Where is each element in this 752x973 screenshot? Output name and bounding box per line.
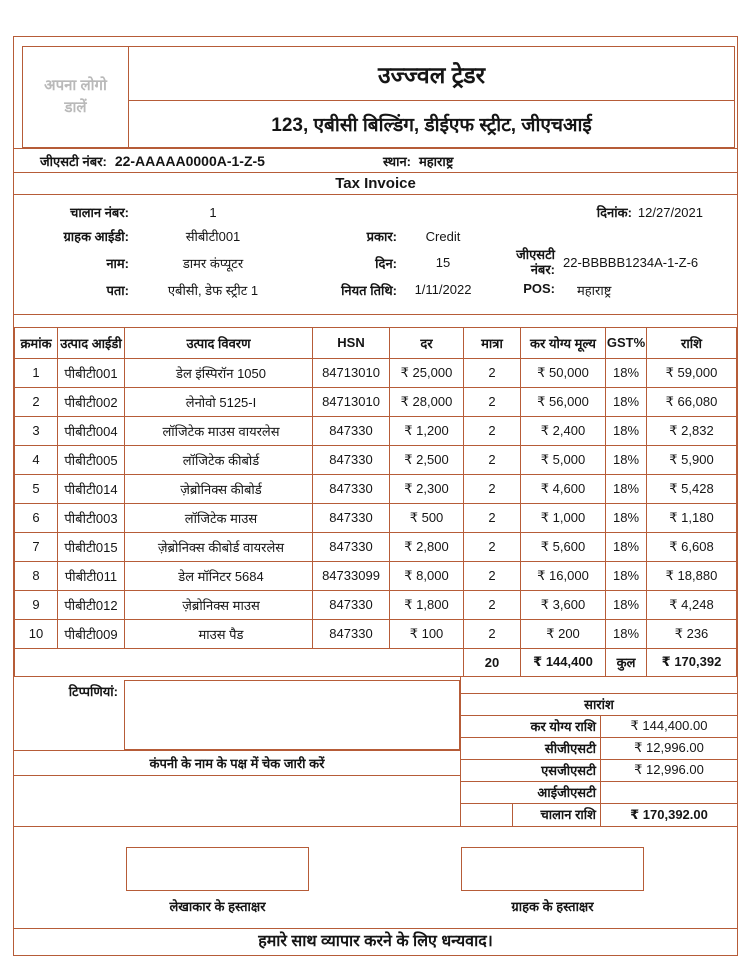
- cell-sno: 6: [15, 503, 58, 532]
- gst-number-value: 22-AAAAA0000A-1-Z-5: [114, 152, 265, 169]
- cell-hsn: 847330: [313, 532, 390, 561]
- cell-taxable: ₹ 56,000: [521, 387, 606, 416]
- cell-product_id: पीबीटी005: [58, 445, 125, 474]
- col-header-description: उत्पाद विवरण: [125, 327, 313, 358]
- cell-taxable: ₹ 5,600: [521, 532, 606, 561]
- summary-title: सारांश: [461, 694, 737, 716]
- cell-description: लॉजिटेक माउस वायरलेस: [125, 416, 313, 445]
- cell-taxable: ₹ 1,000: [521, 503, 606, 532]
- company-header: [129, 46, 735, 148]
- customer-name-value: डामर कंप्यूटर: [182, 255, 244, 271]
- due-date-value: 1/11/2022: [414, 282, 472, 298]
- items-header-row: [15, 327, 737, 358]
- place-label: स्थान:: [382, 153, 411, 169]
- cell-rate: ₹ 2,800: [390, 532, 464, 561]
- date-label: दिनांक:: [596, 205, 632, 220]
- invoice-number-label: चालान नंबर:: [70, 205, 129, 220]
- cell-taxable: ₹ 5,000: [521, 445, 606, 474]
- customer-gst-label: जीएसटी नंबर:: [516, 247, 555, 277]
- cell-description: ज़ेब्रोनिक्स माउस: [125, 590, 313, 619]
- address-value: एबीसी, डेफ स्ट्रीट 1: [167, 282, 259, 298]
- cell-product_id: पीबीटी009: [58, 619, 125, 648]
- cell-taxable: ₹ 4,600: [521, 474, 606, 503]
- igst-label: आईजीएसटी: [461, 782, 601, 803]
- cell-qty: 2: [464, 358, 521, 387]
- taxable-amount-label: कर योग्य राशि: [461, 716, 601, 737]
- cell-taxable: ₹ 16,000: [521, 561, 606, 590]
- thank-you-footer: हमारे साथ व्यापार करने के लिए धन्यवाद।: [14, 928, 737, 955]
- summary-total-lead-cell: [461, 804, 513, 826]
- invoice-sheet: [13, 36, 738, 956]
- cell-qty: 2: [464, 474, 521, 503]
- cell-product_id: पीबीटी011: [58, 561, 125, 590]
- total-qty: 20: [464, 648, 521, 676]
- cell-rate: ₹ 8,000: [390, 561, 464, 590]
- pos-label: POS:: [523, 281, 555, 297]
- due-date-label: नियत तिथि:: [341, 282, 397, 298]
- cell-amount: ₹ 2,832: [647, 416, 737, 445]
- summary-row: [461, 716, 737, 738]
- cell-product_id: पीबीटी003: [58, 503, 125, 532]
- cell-gst: 18%: [606, 503, 647, 532]
- cell-taxable: ₹ 2,400: [521, 416, 606, 445]
- logo-placeholder[interactable]: अपना लोगो डालें: [22, 46, 129, 148]
- cell-rate: ₹ 1,800: [390, 590, 464, 619]
- cell-description: माउस पैड: [125, 619, 313, 648]
- taxable-amount-value: ₹ 144,400.00: [630, 718, 708, 734]
- table-row: [15, 387, 737, 416]
- table-row: [15, 619, 737, 648]
- total-amount: ₹ 170,392: [647, 648, 737, 676]
- cell-amount: ₹ 5,428: [647, 474, 737, 503]
- cell-amount: ₹ 4,248: [647, 590, 737, 619]
- cell-qty: 2: [464, 532, 521, 561]
- total-label: कुल: [606, 648, 647, 676]
- cell-amount: ₹ 1,180: [647, 503, 737, 532]
- cell-amount: ₹ 5,900: [647, 445, 737, 474]
- cell-qty: 2: [464, 445, 521, 474]
- cell-qty: 2: [464, 503, 521, 532]
- total-empty-cell: [15, 648, 464, 676]
- customer-id-value: सीबीटी001: [185, 229, 241, 244]
- notes-box[interactable]: [124, 680, 460, 750]
- table-row: [15, 503, 737, 532]
- days-label: दिन:: [375, 255, 397, 271]
- table-row: [15, 474, 737, 503]
- cell-gst: 18%: [606, 416, 647, 445]
- cell-product_id: पीबीटी004: [58, 416, 125, 445]
- cell-qty: 2: [464, 619, 521, 648]
- total-taxable: ₹ 144,400: [521, 648, 606, 676]
- cell-taxable: ₹ 50,000: [521, 358, 606, 387]
- col-header-taxable: कर योग्य मूल्य: [521, 327, 606, 358]
- notes-label: टिप्पणियां:: [68, 683, 118, 699]
- customer-signature-label: ग्राहक के हस्ताक्षर: [511, 898, 594, 914]
- cell-qty: 2: [464, 387, 521, 416]
- cell-sno: 1: [15, 358, 58, 387]
- company-address: 123, एबीसी बिल्डिंग, डीईएफ स्ट्रीट, जीएचआई: [129, 101, 735, 148]
- cell-hsn: 847330: [313, 503, 390, 532]
- type-label: प्रकार:: [366, 229, 397, 244]
- summary-spacer: [461, 677, 737, 694]
- col-header-rate: दर: [390, 327, 464, 358]
- sgst-value: ₹ 12,996.00: [634, 762, 704, 778]
- cell-gst: 18%: [606, 619, 647, 648]
- cell-sno: 4: [15, 445, 58, 474]
- invoice-amount-label: चालान राशि: [513, 804, 601, 826]
- pos-value: महाराष्ट्र: [577, 282, 612, 298]
- cell-description: लॉजिटेक माउस: [125, 503, 313, 532]
- table-row: [15, 416, 737, 445]
- table-row: [15, 445, 737, 474]
- cell-sno: 9: [15, 590, 58, 619]
- cell-rate: ₹ 1,200: [390, 416, 464, 445]
- company-name: उज्ज्वल ट्रेडर: [129, 46, 735, 101]
- cell-rate: ₹ 25,000: [390, 358, 464, 387]
- invoice-header: [14, 37, 737, 148]
- address-label: पता:: [106, 282, 129, 298]
- cell-gst: 18%: [606, 561, 647, 590]
- cell-gst: 18%: [606, 532, 647, 561]
- cell-gst: 18%: [606, 387, 647, 416]
- cell-taxable: ₹ 3,600: [521, 590, 606, 619]
- cell-rate: ₹ 2,300: [390, 474, 464, 503]
- cheque-note: कंपनी के नाम के पक्ष में चेक जारी करें: [14, 750, 460, 776]
- cell-product_id: पीबीटी002: [58, 387, 125, 416]
- customer-name-label: नाम:: [106, 255, 129, 271]
- cell-rate: ₹ 28,000: [390, 387, 464, 416]
- customer-id-label: ग्राहक आईडी:: [63, 229, 129, 244]
- cell-qty: 2: [464, 590, 521, 619]
- cell-hsn: 847330: [313, 445, 390, 474]
- cell-product_id: पीबीटी014: [58, 474, 125, 503]
- cell-gst: 18%: [606, 590, 647, 619]
- cell-sno: 7: [15, 532, 58, 561]
- cell-hsn: 847330: [313, 474, 390, 503]
- details-row: [14, 248, 737, 278]
- cell-amount: ₹ 236: [647, 619, 737, 648]
- summary-row: [461, 738, 737, 760]
- cell-taxable: ₹ 200: [521, 619, 606, 648]
- summary-table: [460, 677, 737, 826]
- cell-description: ज़ेब्रोनिक्स कीबोर्ड: [125, 474, 313, 503]
- cell-description: डेल इंस्पिरॉन 1050: [125, 358, 313, 387]
- invoice-amount-value: ₹ 170,392.00: [630, 806, 708, 822]
- cell-amount: ₹ 18,880: [647, 561, 737, 590]
- col-header-gst: GST%: [606, 327, 647, 358]
- cell-amount: ₹ 66,080: [647, 387, 737, 416]
- cell-rate: ₹ 2,500: [390, 445, 464, 474]
- cell-sno: 10: [15, 619, 58, 648]
- cell-sno: 2: [15, 387, 58, 416]
- col-header-product_id: उत्पाद आईडी: [58, 327, 125, 358]
- details-row: [14, 278, 737, 302]
- cell-description: ज़ेब्रोनिक्स कीबोर्ड वायरलेस: [125, 532, 313, 561]
- cell-hsn: 84713010: [313, 358, 390, 387]
- cell-hsn: 84733099: [313, 561, 390, 590]
- cell-gst: 18%: [606, 445, 647, 474]
- empty-area: [14, 776, 460, 826]
- cgst-label: सीजीएसटी: [461, 738, 601, 759]
- cell-description: डेल मॉनिटर 5684: [125, 561, 313, 590]
- cell-rate: ₹ 100: [390, 619, 464, 648]
- days-value: 15: [435, 255, 451, 271]
- cell-qty: 2: [464, 561, 521, 590]
- details-row: [14, 224, 737, 248]
- summary-row: [461, 760, 737, 782]
- sgst-label: एसजीएसटी: [461, 760, 601, 781]
- invoice-details: [14, 194, 737, 315]
- table-row: [15, 590, 737, 619]
- items-total-row: [15, 648, 737, 676]
- summary-total-row: [461, 804, 737, 826]
- cell-sno: 3: [15, 416, 58, 445]
- cell-hsn: 847330: [313, 590, 390, 619]
- gst-bar: [14, 148, 737, 172]
- invoice-number-value: 1: [209, 204, 217, 220]
- notes-summary-region: [14, 677, 737, 827]
- cell-gst: 18%: [606, 358, 647, 387]
- cell-qty: 2: [464, 416, 521, 445]
- customer-gst-value: 22-BBBBB1234A-1-Z-6: [563, 255, 699, 271]
- table-row: [15, 358, 737, 387]
- accountant-signature-box[interactable]: [126, 847, 309, 891]
- cell-hsn: 847330: [313, 416, 390, 445]
- date-value: 12/27/2021: [637, 204, 703, 220]
- cell-product_id: पीबीटी001: [58, 358, 125, 387]
- place-value: महाराष्ट्र: [418, 153, 454, 169]
- items-table: [14, 327, 737, 677]
- cgst-value: ₹ 12,996.00: [634, 740, 704, 756]
- col-header-amount: राशि: [647, 327, 737, 358]
- cell-sno: 5: [15, 474, 58, 503]
- document-title: Tax Invoice: [14, 172, 737, 194]
- cell-product_id: पीबीटी015: [58, 532, 125, 561]
- table-row: [15, 561, 737, 590]
- col-header-sno: क्रमांक: [15, 327, 58, 358]
- cell-hsn: 84713010: [313, 387, 390, 416]
- notes-area: [14, 677, 460, 826]
- cell-description: लेनोवो 5125-I: [125, 387, 313, 416]
- cell-hsn: 847330: [313, 619, 390, 648]
- details-row: [14, 200, 737, 224]
- cell-amount: ₹ 59,000: [647, 358, 737, 387]
- summary-row: [461, 782, 737, 804]
- cell-rate: ₹ 500: [390, 503, 464, 532]
- cell-gst: 18%: [606, 474, 647, 503]
- col-header-hsn: HSN: [313, 327, 390, 358]
- items-body: [15, 358, 737, 648]
- customer-signature-box[interactable]: [461, 847, 644, 891]
- type-value: Credit: [425, 228, 461, 244]
- accountant-signature-label: लेखाकार के हस्ताक्षर: [169, 898, 266, 914]
- signature-section: [14, 827, 737, 928]
- table-row: [15, 532, 737, 561]
- gst-number-label: जीएसटी नंबर:: [40, 153, 107, 169]
- cell-product_id: पीबीटी012: [58, 590, 125, 619]
- col-header-qty: मात्रा: [464, 327, 521, 358]
- cell-sno: 8: [15, 561, 58, 590]
- cell-amount: ₹ 6,608: [647, 532, 737, 561]
- cell-description: लॉजिटेक कीबोर्ड: [125, 445, 313, 474]
